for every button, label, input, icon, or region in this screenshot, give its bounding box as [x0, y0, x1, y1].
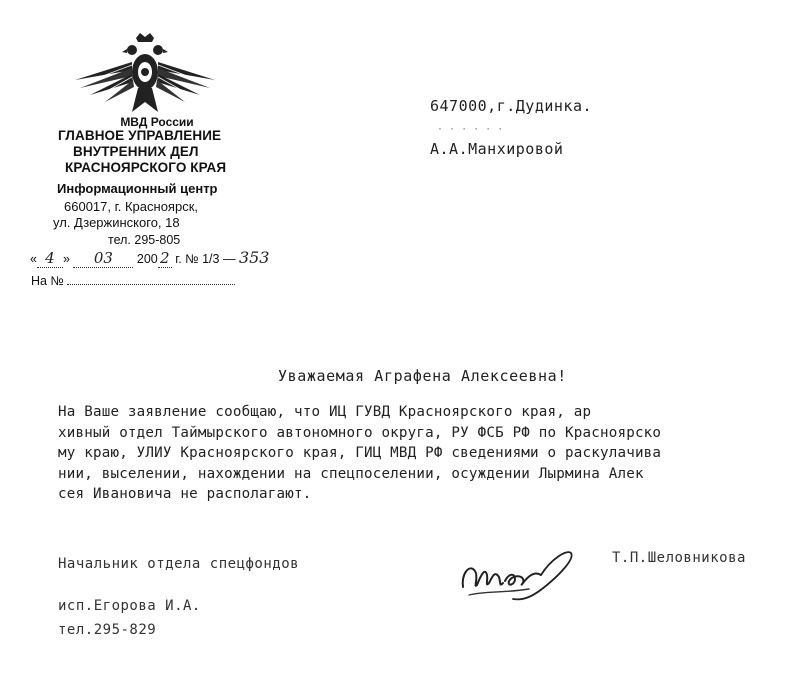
recipient-city: 647000,г.Дудинка.	[430, 97, 593, 115]
executor-phone: тел.295-829	[58, 622, 157, 638]
body-line: му краю, УЛИУ Красноярского края, ГИЦ МВД РФ сведениями о раскулачива	[58, 445, 662, 461]
date-day: 4	[45, 249, 55, 267]
date-number-line: « 4 » 03 200 2 г. № 1/3 — 353	[30, 248, 270, 267]
body-line: На Ваше заявление сообщаю, что ИЦ ГУВД Красноярского края, ар	[58, 404, 592, 420]
reference-blank	[67, 284, 235, 285]
year-number-label: г. №	[175, 252, 199, 266]
body-line: нии, выселении, нахождении на спецпоселении, осуждении Лырмина Алек	[58, 465, 644, 482]
date-year-suffix: 2	[159, 249, 170, 267]
signatory-position: Начальник отдела спецфондов	[58, 556, 300, 572]
recipient-name: А.А.Манхировой	[430, 140, 564, 158]
letterhead-address-line-1: 660017, г. Красноярск,	[64, 199, 198, 214]
letterhead-title-line-2: ВНУТРЕННИХ ДЕЛ	[73, 144, 199, 159]
date-month: 03	[93, 249, 113, 267]
executor-name: исп.Егорова И.А.	[58, 598, 201, 614]
letter-body	[58, 402, 764, 505]
body-line: хивный отдел Таймырского автономного округа, РУ ФСБ РФ по Красноярско	[58, 424, 662, 441]
letterhead-title-line-1: ГЛАВНОЕ УПРАВЛЕНИЕ	[58, 128, 222, 143]
eagle-emblem-icon	[70, 32, 220, 116]
body-line: сея Ивановича не располагают.	[58, 486, 312, 502]
salutation: Уважаемая Аграфена Алексеевна!	[278, 367, 567, 385]
number-prefix: 1/3 —	[202, 252, 236, 266]
letterhead-ministry: МВД России	[120, 115, 194, 129]
date-year-prefix: 200	[136, 252, 158, 266]
letterhead-phone: тел. 295-805	[108, 233, 181, 247]
reference-label: На №	[31, 274, 64, 288]
reference-line	[31, 274, 235, 288]
registration-number: 353	[238, 248, 270, 267]
handwritten-signature-icon	[455, 545, 585, 605]
letterhead-title-line-3: КРАСНОЯРСКОГО КРАЯ	[65, 160, 227, 175]
letterhead-address-line-2: ул. Дзержинского, 18	[53, 215, 180, 230]
faint-mark: · · · · · ·	[437, 124, 504, 135]
letterhead-department: Информационный центр	[57, 181, 218, 196]
signatory-name: Т.П.Шеловникова	[612, 550, 746, 566]
